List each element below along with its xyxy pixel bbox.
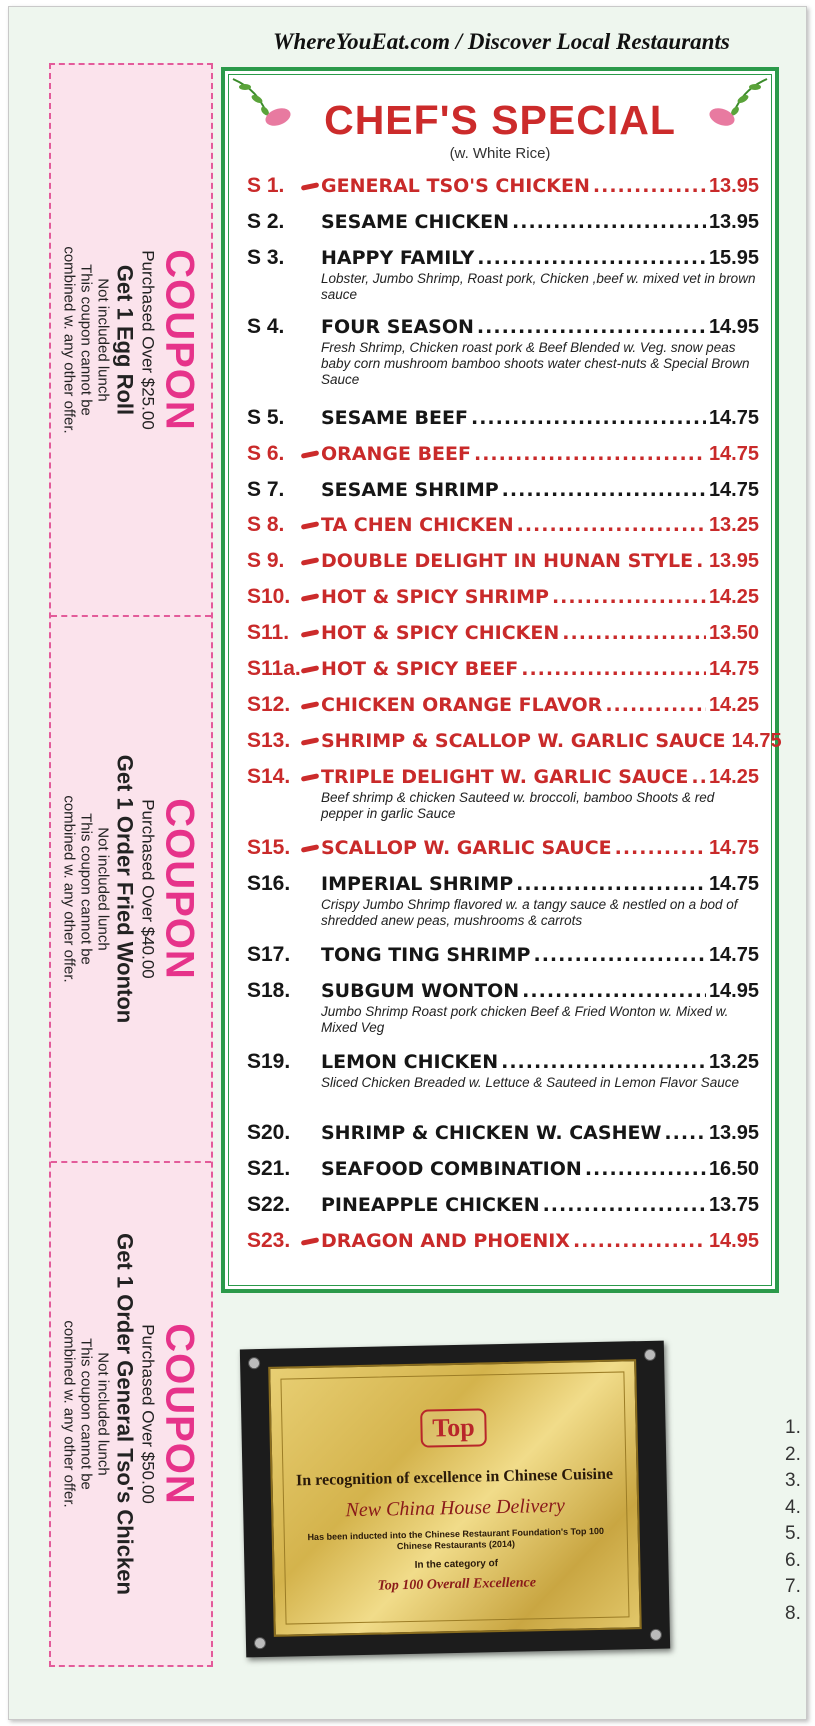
menu-item <box>247 245 759 303</box>
menu-item-price: 13.25 <box>708 1051 759 1073</box>
menu-item-price: 13.95 <box>708 211 759 233</box>
menu-item-row <box>247 1192 759 1218</box>
menu-item-price: 14.75 <box>708 407 759 429</box>
menu-item-line <box>321 477 759 503</box>
dot-leader <box>517 512 706 538</box>
menu-item-name: LEMON CHICKEN <box>321 1051 499 1073</box>
side-number: 2. <box>785 1443 801 1465</box>
menu-item-price: 14.75 <box>708 479 759 501</box>
menu-item-code: S11. <box>247 621 290 644</box>
menu-item-line <box>321 1192 759 1218</box>
menu-item-line <box>321 314 759 340</box>
menu-item-code: S19. <box>247 1050 291 1073</box>
menu-item-line <box>321 441 759 467</box>
menu-item-line <box>321 584 759 610</box>
menu-item-line <box>321 1156 759 1182</box>
menu-item <box>247 835 759 861</box>
menu-item-code: S 8. <box>247 513 285 536</box>
menu-item-name: SESAME SHRIMP <box>321 479 499 501</box>
dot-leader <box>474 441 706 467</box>
menu-page <box>8 6 807 1720</box>
menu-item-name: DOUBLE DELIGHT IN HUNAN STYLE <box>321 550 694 572</box>
dot-leader <box>696 548 706 574</box>
menu-item-row <box>247 314 759 340</box>
menu-item-price: 14.75 <box>708 944 759 966</box>
menu-item-line <box>321 942 759 968</box>
coupon-title: COUPON <box>157 798 202 980</box>
dot-leader <box>522 978 706 1004</box>
menu-item-row <box>247 512 759 538</box>
menu-item-code: S18. <box>247 979 291 1002</box>
menu-item-name: SESAME BEEF <box>321 407 468 429</box>
menu-item-price: 13.50 <box>708 622 759 644</box>
dot-leader <box>477 245 706 271</box>
plaque-inducted: Has been inducted into the Chinese Restaurant Foundation's Top 100 Chinese Restaurants (2014) <box>307 1525 605 1552</box>
menu-item <box>247 314 759 388</box>
menu-item-code: S21. <box>247 1157 291 1180</box>
menu-item-row <box>247 978 759 1004</box>
menu-item-line <box>321 1228 759 1254</box>
menu-item-row <box>247 835 759 861</box>
menu-item <box>247 1228 759 1254</box>
award-plaque <box>240 1341 670 1658</box>
menu-item-row <box>247 692 759 718</box>
menu-item-name: HOT & SPICY CHICKEN <box>321 622 560 644</box>
dot-leader <box>562 620 706 646</box>
plaque-recognition: In recognition of excellence in Chinese Cuisine <box>295 1465 614 1490</box>
coupon-strip <box>49 63 213 1667</box>
menu-item-row <box>247 728 782 754</box>
side-number-list <box>785 1415 801 1627</box>
coupon-2[interactable] <box>51 617 211 1163</box>
screw-icon <box>254 1637 266 1649</box>
menu-item-name: SHRIMP & CHICKEN W. CASHEW <box>321 1122 662 1144</box>
menu-item-code: S10. <box>247 585 291 608</box>
menu-item <box>247 942 759 968</box>
menu-item <box>247 620 759 646</box>
chefs-special-menu <box>221 67 782 1293</box>
dot-leader <box>593 173 706 199</box>
menu-item <box>247 978 759 1036</box>
menu-item-name: TONG TING SHRIMP <box>321 944 531 966</box>
menu-item-code: S13. <box>247 729 291 752</box>
plaque-gold-panel <box>268 1359 642 1637</box>
menu-item-name: TA CHEN CHICKEN <box>321 514 514 536</box>
dot-leader <box>521 656 706 682</box>
top-logo <box>271 1405 636 1451</box>
coupon-purchased: Purchased Over $25.00 <box>138 250 158 430</box>
menu-item-price: 14.75 <box>708 443 759 465</box>
menu-item-line <box>321 764 759 790</box>
menu-item-description: Fresh Shrimp, Chicken roast pork & Beef Blended w. Veg. snow peas baby corn mushroom bamboo shoots water chest-nuts & Special Brown Sauce <box>321 340 750 387</box>
menu-item <box>247 512 759 538</box>
side-number: 7. <box>785 1576 801 1597</box>
menu-item-code: S15. <box>247 836 291 859</box>
menu-item-row <box>247 764 759 790</box>
dot-leader <box>573 1228 706 1254</box>
menu-item-price: 13.75 <box>708 1194 759 1216</box>
dot-leader <box>512 209 706 235</box>
menu-item-code: S23. <box>247 1229 291 1252</box>
menu-item-row <box>247 871 759 897</box>
menu-item-price: 14.75 <box>731 730 782 752</box>
menu-item-code: S 2. <box>247 210 285 233</box>
dot-leader <box>543 1192 706 1218</box>
menu-item-name: FOUR SEASON <box>321 316 474 338</box>
menu-item-name: IMPERIAL SHRIMP <box>321 873 514 895</box>
menu-item-price: 14.75 <box>708 658 759 680</box>
menu-item-row <box>247 548 759 574</box>
coupon-note: Not included lunch <box>94 278 112 402</box>
dot-leader <box>533 942 705 968</box>
menu-item-price: 13.95 <box>708 175 759 197</box>
menu-item <box>247 548 759 574</box>
menu-item-description: Jumbo Shrimp Roast pork chicken Beef & Fried Wonton w. Mixed w. Mixed Veg <box>321 1004 729 1035</box>
menu-item-name: PINEAPPLE CHICKEN <box>321 1194 540 1216</box>
menu-item-code: S 3. <box>247 246 285 269</box>
side-number: 8. <box>785 1602 801 1624</box>
coupon-note: combined w. any other offer. <box>60 1320 78 1508</box>
menu-item-name: HOT & SPICY BEEF <box>321 658 519 680</box>
dot-leader <box>471 405 706 431</box>
menu-item-name: SCALLOP W. GARLIC SAUCE <box>321 837 612 859</box>
menu-subtitle: (w. White Rice) <box>449 145 551 162</box>
dot-leader <box>664 1120 706 1146</box>
menu-item-line <box>321 620 759 646</box>
dot-leader <box>501 1049 706 1075</box>
dot-leader <box>691 764 706 790</box>
screw-icon <box>644 1349 656 1361</box>
menu-item-line <box>321 512 759 538</box>
dot-leader <box>605 692 706 718</box>
menu-item <box>247 173 759 199</box>
menu-item-line <box>321 728 782 754</box>
menu-item-code: S20. <box>247 1121 291 1144</box>
menu-item <box>247 656 759 682</box>
menu-item-name: SESAME CHICKEN <box>321 211 510 233</box>
coupon-title: COUPON <box>157 1323 202 1505</box>
menu-item-price: 13.95 <box>708 550 759 572</box>
dot-leader <box>502 477 706 503</box>
menu-item-name: SUBGUM WONTON <box>321 980 520 1002</box>
menu-item-price: 14.75 <box>708 873 759 895</box>
menu-item-code: S11a. <box>247 657 301 680</box>
coupon-note: Not included lunch <box>94 1352 112 1476</box>
side-number: 3. <box>785 1470 801 1491</box>
top-logo-text: Top <box>420 1408 487 1447</box>
dot-leader <box>552 584 706 610</box>
menu-item-row <box>247 173 759 199</box>
menu-item-code: S 5. <box>247 406 285 429</box>
menu-item-row <box>247 1228 759 1254</box>
dot-leader <box>585 1156 706 1182</box>
menu-item <box>247 1156 759 1182</box>
menu-item-row <box>247 584 759 610</box>
menu-item-code: S 9. <box>247 549 285 572</box>
menu-item-name: HAPPY FAMILY <box>321 247 475 269</box>
menu-item-description: Sliced Chicken Breaded w. Lettuce & Sauteed in Lemon Flavor Sauce <box>321 1075 739 1090</box>
menu-item-code: S22. <box>247 1193 291 1216</box>
side-number: 6. <box>785 1549 801 1571</box>
menu-item-name: SEAFOOD COMBINATION <box>321 1158 582 1180</box>
menu-item-line <box>321 692 759 718</box>
menu-item-description: Lobster, Jumbo Shrimp, Roast pork, Chicken ,beef w. mixed vet in brown sauce <box>321 271 756 302</box>
coupon-note: combined w. any other offer. <box>60 795 78 983</box>
menu-item <box>247 209 759 235</box>
screw-icon <box>650 1629 662 1641</box>
site-header: WhereYouEat.com / Discover Local Restaurants <box>273 29 730 54</box>
menu-title: CHEF'S SPECIAL <box>324 97 676 143</box>
menu-item <box>247 692 759 718</box>
menu-item-price: 14.25 <box>708 766 759 788</box>
menu-item-price: 14.95 <box>708 980 759 1002</box>
menu-item-name: ORANGE BEEF <box>321 443 471 465</box>
coupon-offer: Get 1 Egg Roll <box>112 264 138 416</box>
menu-item-price: 13.95 <box>708 1122 759 1144</box>
dot-leader <box>516 871 706 897</box>
menu-item-code: S 4. <box>247 315 285 338</box>
menu-item-name: TRIPLE DELIGHT W. GARLIC SAUCE <box>321 766 689 788</box>
menu-item-row <box>247 656 759 682</box>
menu-item-line <box>321 405 759 431</box>
menu-item-line <box>321 209 759 235</box>
coupon-note: This coupon cannot be <box>77 1338 95 1490</box>
coupon-purchased: Purchased Over $40.00 <box>138 799 158 979</box>
menu-item-code: S14. <box>247 765 291 788</box>
coupon-offer: Get 1 Order Fried Wonton <box>112 754 138 1024</box>
coupon-note: combined w. any other offer. <box>60 246 78 434</box>
menu-item <box>247 1192 759 1218</box>
menu-item <box>247 764 759 822</box>
menu-item-line <box>321 245 759 271</box>
side-number: 1. <box>785 1417 801 1438</box>
menu-item-code: S16. <box>247 872 291 895</box>
menu-item-name: SHRIMP & SCALLOP W. GARLIC SAUCE <box>321 730 726 752</box>
side-number: 4. <box>785 1496 801 1518</box>
menu-item-code: S17. <box>247 943 291 966</box>
menu-item-row <box>247 942 759 968</box>
menu-item-row <box>247 209 759 235</box>
coupon-note: This coupon cannot be <box>77 264 95 416</box>
menu-item-line <box>321 1049 759 1075</box>
plaque-restaurant-name: New China House Delivery <box>345 1494 566 1522</box>
plaque-category: Top 100 Overall Excellence <box>377 1575 537 1594</box>
menu-item-row <box>247 245 759 271</box>
menu-item-line <box>321 656 759 682</box>
coupon-title: COUPON <box>157 249 202 431</box>
menu-item <box>247 1120 759 1146</box>
screw-icon <box>248 1357 260 1369</box>
menu-item <box>247 871 759 929</box>
menu-item-name: HOT & SPICY SHRIMP <box>321 586 549 608</box>
coupon-3[interactable] <box>51 1163 211 1665</box>
menu-item-row <box>247 441 759 467</box>
menu-item-name: DRAGON AND PHOENIX <box>321 1230 570 1252</box>
menu-item-name: CHICKEN ORANGE FLAVOR <box>321 694 603 716</box>
side-number: 5. <box>785 1523 801 1544</box>
menu-item-price: 14.25 <box>708 694 759 716</box>
menu-item <box>247 1049 759 1091</box>
menu-item-row <box>247 1156 759 1182</box>
menu-item-line <box>321 871 759 897</box>
menu-item <box>247 584 759 610</box>
coupon-note: This coupon cannot be <box>77 813 95 965</box>
menu-item-line <box>321 548 759 574</box>
menu-item-code: S12. <box>247 693 291 716</box>
menu-item-price: 14.75 <box>708 837 759 859</box>
menu-item-row <box>247 1049 759 1075</box>
menu-item-name: GENERAL TSO'S CHICKEN <box>321 175 590 197</box>
coupon-offer: Get 1 Order General Tso's Chicken <box>112 1233 138 1595</box>
menu-item-code: S 7. <box>247 478 285 501</box>
menu-item-description: Crispy Jumbo Shrimp flavored w. a tangy sauce & nestled on a bod of shredded anew peas, mushrooms & carrots <box>321 897 738 928</box>
menu-item-row <box>247 477 759 503</box>
menu-item <box>247 728 782 754</box>
menu-item-row <box>247 1120 759 1146</box>
plaque-category-label: In the category of <box>414 1558 499 1571</box>
menu-item-description: Beef shrimp & chicken Sauteed w. broccoli, bamboo Shoots & red pepper in garlic Sauce <box>321 790 715 821</box>
menu-item-price: 16.50 <box>708 1158 759 1180</box>
menu-item-price: 13.25 <box>708 514 759 536</box>
menu-item-line <box>321 173 759 199</box>
dot-leader <box>477 314 706 340</box>
menu-item-price: 14.95 <box>708 316 759 338</box>
menu-item-price: 14.95 <box>708 1230 759 1252</box>
coupon-1[interactable] <box>51 65 211 617</box>
menu-item-price: 14.25 <box>708 586 759 608</box>
menu-item-line <box>321 1120 759 1146</box>
menu-item-row <box>247 620 759 646</box>
menu-item-line <box>321 835 759 861</box>
menu-item-line <box>321 978 759 1004</box>
menu-item-code: S 6. <box>247 442 285 465</box>
menu-item <box>247 477 759 503</box>
menu-item-price: 15.95 <box>708 247 759 269</box>
coupon-purchased: Purchased Over $50.00 <box>138 1324 158 1504</box>
menu-item <box>247 441 759 467</box>
menu-item-row <box>247 405 759 431</box>
menu-item <box>247 405 759 431</box>
dot-leader <box>615 835 706 861</box>
menu-item-code: S 1. <box>247 174 285 197</box>
coupon-note: Not included lunch <box>94 827 112 951</box>
